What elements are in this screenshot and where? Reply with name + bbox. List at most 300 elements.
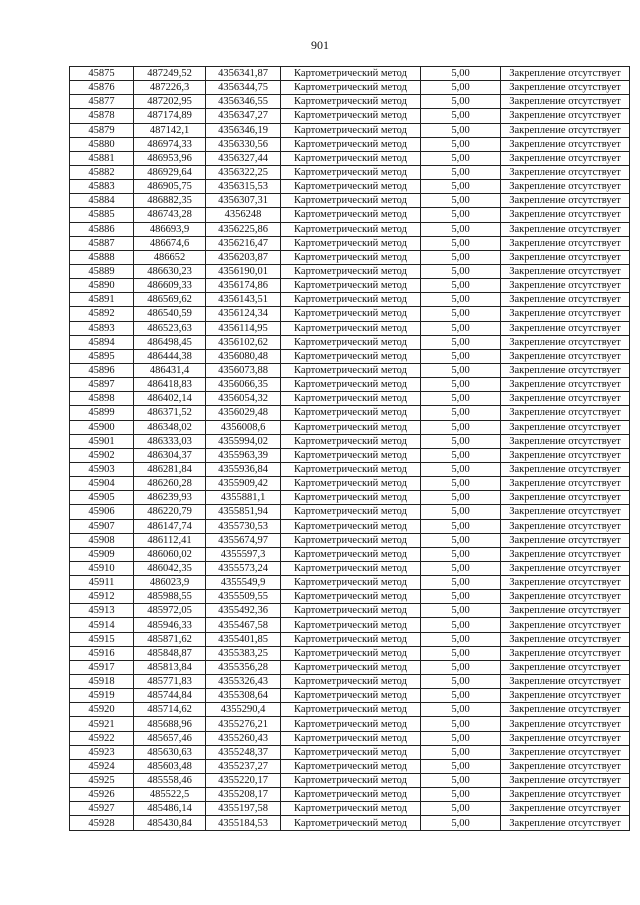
table-row: [70, 561, 630, 575]
table-row: [70, 137, 630, 151]
y-coordinate-cell: 4356248: [206, 208, 281, 222]
accuracy-cell: 5,00: [421, 335, 501, 349]
x-coordinate-cell: 485972,05: [134, 604, 206, 618]
method-cell: Картометрический метод: [281, 590, 421, 604]
table-row: [70, 788, 630, 802]
point-number-cell: 45928: [70, 816, 134, 830]
y-coordinate-cell: 4355248,37: [206, 745, 281, 759]
accuracy-cell: 5,00: [421, 165, 501, 179]
y-coordinate-cell: 4356080,48: [206, 349, 281, 363]
method-cell: Картометрический метод: [281, 264, 421, 278]
table-row: [70, 151, 630, 165]
x-coordinate-cell: 485946,33: [134, 618, 206, 632]
method-cell: Картометрический метод: [281, 561, 421, 575]
x-coordinate-cell: 485744,84: [134, 689, 206, 703]
point-number-cell: 45910: [70, 561, 134, 575]
accuracy-cell: 5,00: [421, 745, 501, 759]
table-row: [70, 632, 630, 646]
fixation-cell: Закрепление отсутствует: [501, 208, 630, 222]
x-coordinate-cell: 486540,59: [134, 307, 206, 321]
method-cell: Картометрический метод: [281, 165, 421, 179]
table-row: [70, 222, 630, 236]
x-coordinate-cell: 486444,38: [134, 349, 206, 363]
table-row: [70, 406, 630, 420]
point-number-cell: 45898: [70, 392, 134, 406]
accuracy-cell: 5,00: [421, 576, 501, 590]
table-row: [70, 816, 630, 830]
fixation-cell: Закрепление отсутствует: [501, 279, 630, 293]
x-coordinate-cell: 487202,95: [134, 95, 206, 109]
table-row: [70, 448, 630, 462]
point-number-cell: 45922: [70, 731, 134, 745]
y-coordinate-cell: 4355881,1: [206, 491, 281, 505]
y-coordinate-cell: 4355308,64: [206, 689, 281, 703]
y-coordinate-cell: 4355260,43: [206, 731, 281, 745]
x-coordinate-cell: 486693,9: [134, 222, 206, 236]
x-coordinate-cell: 486498,45: [134, 335, 206, 349]
method-cell: Картометрический метод: [281, 519, 421, 533]
x-coordinate-cell: 486953,96: [134, 151, 206, 165]
y-coordinate-cell: 4355573,24: [206, 561, 281, 575]
table-row: [70, 335, 630, 349]
point-number-cell: 45890: [70, 279, 134, 293]
method-cell: Картометрический метод: [281, 689, 421, 703]
point-number-cell: 45877: [70, 95, 134, 109]
accuracy-cell: 5,00: [421, 137, 501, 151]
accuracy-cell: 5,00: [421, 180, 501, 194]
method-cell: Картометрический метод: [281, 576, 421, 590]
table-row: [70, 717, 630, 731]
table-row: [70, 618, 630, 632]
table-row: [70, 646, 630, 660]
point-number-cell: 45927: [70, 802, 134, 816]
method-cell: Картометрический метод: [281, 279, 421, 293]
x-coordinate-cell: 485771,83: [134, 675, 206, 689]
x-coordinate-cell: 485603,48: [134, 759, 206, 773]
y-coordinate-cell: 4356225,86: [206, 222, 281, 236]
fixation-cell: Закрепление отсутствует: [501, 816, 630, 830]
point-number-cell: 45882: [70, 165, 134, 179]
accuracy-cell: 5,00: [421, 250, 501, 264]
method-cell: Картометрический метод: [281, 802, 421, 816]
table-row: [70, 802, 630, 816]
x-coordinate-cell: 486042,35: [134, 561, 206, 575]
table-row: [70, 774, 630, 788]
fixation-cell: Закрепление отсутствует: [501, 448, 630, 462]
table-row: [70, 477, 630, 491]
table-row: [70, 420, 630, 434]
accuracy-cell: 5,00: [421, 307, 501, 321]
y-coordinate-cell: 4355184,53: [206, 816, 281, 830]
table-row: [70, 194, 630, 208]
y-coordinate-cell: 4355909,42: [206, 477, 281, 491]
fixation-cell: Закрепление отсутствует: [501, 788, 630, 802]
fixation-cell: Закрепление отсутствует: [501, 632, 630, 646]
y-coordinate-cell: 4355994,02: [206, 434, 281, 448]
accuracy-cell: 5,00: [421, 123, 501, 137]
method-cell: Картометрический метод: [281, 632, 421, 646]
y-coordinate-cell: 4355276,21: [206, 717, 281, 731]
point-number-cell: 45887: [70, 236, 134, 250]
point-number-cell: 45918: [70, 675, 134, 689]
fixation-cell: Закрепление отсутствует: [501, 109, 630, 123]
x-coordinate-cell: 485430,84: [134, 816, 206, 830]
method-cell: Картометрический метод: [281, 505, 421, 519]
fixation-cell: Закрепление отсутствует: [501, 406, 630, 420]
method-cell: Картометрический метод: [281, 363, 421, 377]
fixation-cell: Закрепление отсутствует: [501, 307, 630, 321]
accuracy-cell: 5,00: [421, 759, 501, 773]
accuracy-cell: 5,00: [421, 561, 501, 575]
y-coordinate-cell: 4356143,51: [206, 293, 281, 307]
fixation-cell: Закрепление отсутствует: [501, 519, 630, 533]
accuracy-cell: 5,00: [421, 632, 501, 646]
x-coordinate-cell: 486348,02: [134, 420, 206, 434]
fixation-cell: Закрепление отсутствует: [501, 590, 630, 604]
x-coordinate-cell: 486523,63: [134, 321, 206, 335]
accuracy-cell: 5,00: [421, 774, 501, 788]
method-cell: Картометрический метод: [281, 703, 421, 717]
point-number-cell: 45916: [70, 646, 134, 660]
accuracy-cell: 5,00: [421, 590, 501, 604]
point-number-cell: 45888: [70, 250, 134, 264]
accuracy-cell: 5,00: [421, 505, 501, 519]
table-row: [70, 689, 630, 703]
table-row: [70, 547, 630, 561]
table-row: [70, 123, 630, 137]
y-coordinate-cell: 4356307,31: [206, 194, 281, 208]
point-number-cell: 45906: [70, 505, 134, 519]
fixation-cell: Закрепление отсутствует: [501, 420, 630, 434]
table-row: [70, 321, 630, 335]
point-number-cell: 45919: [70, 689, 134, 703]
y-coordinate-cell: 4356327,44: [206, 151, 281, 165]
accuracy-cell: 5,00: [421, 222, 501, 236]
accuracy-cell: 5,00: [421, 434, 501, 448]
point-number-cell: 45925: [70, 774, 134, 788]
point-number-cell: 45900: [70, 420, 134, 434]
table-row: [70, 67, 630, 81]
point-number-cell: 45894: [70, 335, 134, 349]
accuracy-cell: 5,00: [421, 279, 501, 293]
method-cell: Картометрический метод: [281, 151, 421, 165]
page-number: 901: [311, 38, 329, 52]
fixation-cell: Закрепление отсутствует: [501, 505, 630, 519]
table-body: [70, 67, 630, 831]
fixation-cell: Закрепление отсутствует: [501, 689, 630, 703]
point-number-cell: 45905: [70, 491, 134, 505]
accuracy-cell: 5,00: [421, 109, 501, 123]
point-number-cell: 45883: [70, 180, 134, 194]
method-cell: Картометрический метод: [281, 137, 421, 151]
y-coordinate-cell: 4356102,62: [206, 335, 281, 349]
accuracy-cell: 5,00: [421, 378, 501, 392]
point-number-cell: 45879: [70, 123, 134, 137]
accuracy-cell: 5,00: [421, 420, 501, 434]
point-number-cell: 45895: [70, 349, 134, 363]
y-coordinate-cell: 4356346,55: [206, 95, 281, 109]
fixation-cell: Закрепление отсутствует: [501, 137, 630, 151]
accuracy-cell: 5,00: [421, 95, 501, 109]
accuracy-cell: 5,00: [421, 717, 501, 731]
accuracy-cell: 5,00: [421, 151, 501, 165]
table-row: [70, 279, 630, 293]
fixation-cell: Закрепление отсутствует: [501, 349, 630, 363]
method-cell: Картометрический метод: [281, 250, 421, 264]
accuracy-cell: 5,00: [421, 392, 501, 406]
accuracy-cell: 5,00: [421, 646, 501, 660]
point-number-cell: 45880: [70, 137, 134, 151]
y-coordinate-cell: 4355197,58: [206, 802, 281, 816]
point-number-cell: 45897: [70, 378, 134, 392]
method-cell: Картометрический метод: [281, 816, 421, 830]
table-row: [70, 703, 630, 717]
point-number-cell: 45913: [70, 604, 134, 618]
x-coordinate-cell: 485630,63: [134, 745, 206, 759]
x-coordinate-cell: 486239,93: [134, 491, 206, 505]
y-coordinate-cell: 4356344,75: [206, 81, 281, 95]
table-row: [70, 349, 630, 363]
coordinates-table: [69, 66, 630, 831]
fixation-cell: Закрепление отсутствует: [501, 434, 630, 448]
point-number-cell: 45920: [70, 703, 134, 717]
y-coordinate-cell: 4355356,28: [206, 660, 281, 674]
x-coordinate-cell: 485988,55: [134, 590, 206, 604]
x-coordinate-cell: 485657,46: [134, 731, 206, 745]
x-coordinate-cell: 485813,84: [134, 660, 206, 674]
table-row: [70, 604, 630, 618]
accuracy-cell: 5,00: [421, 547, 501, 561]
point-number-cell: 45908: [70, 533, 134, 547]
table-row: [70, 236, 630, 250]
x-coordinate-cell: 487142,1: [134, 123, 206, 137]
fixation-cell: Закрепление отсутствует: [501, 67, 630, 81]
y-coordinate-cell: 4355674,97: [206, 533, 281, 547]
x-coordinate-cell: 486609,33: [134, 279, 206, 293]
accuracy-cell: 5,00: [421, 660, 501, 674]
accuracy-cell: 5,00: [421, 788, 501, 802]
method-cell: Картометрический метод: [281, 788, 421, 802]
table-row: [70, 307, 630, 321]
y-coordinate-cell: 4356008,6: [206, 420, 281, 434]
point-number-cell: 45904: [70, 477, 134, 491]
method-cell: Картометрический метод: [281, 81, 421, 95]
y-coordinate-cell: 4355290,4: [206, 703, 281, 717]
fixation-cell: Закрепление отсутствует: [501, 491, 630, 505]
x-coordinate-cell: 486652: [134, 250, 206, 264]
fixation-cell: Закрепление отсутствует: [501, 731, 630, 745]
fixation-cell: Закрепление отсутствует: [501, 378, 630, 392]
accuracy-cell: 5,00: [421, 406, 501, 420]
y-coordinate-cell: 4356346,19: [206, 123, 281, 137]
x-coordinate-cell: 486147,74: [134, 519, 206, 533]
table-row: [70, 250, 630, 264]
fixation-cell: Закрепление отсутствует: [501, 717, 630, 731]
point-number-cell: 45881: [70, 151, 134, 165]
point-number-cell: 45912: [70, 590, 134, 604]
fixation-cell: Закрепление отсутствует: [501, 392, 630, 406]
method-cell: Картометрический метод: [281, 717, 421, 731]
fixation-cell: Закрепление отсутствует: [501, 236, 630, 250]
accuracy-cell: 5,00: [421, 448, 501, 462]
table-row: [70, 81, 630, 95]
accuracy-cell: 5,00: [421, 194, 501, 208]
accuracy-cell: 5,00: [421, 604, 501, 618]
method-cell: Картометрический метод: [281, 67, 421, 81]
method-cell: Картометрический метод: [281, 180, 421, 194]
table-row: [70, 576, 630, 590]
y-coordinate-cell: 4355326,43: [206, 675, 281, 689]
y-coordinate-cell: 4356073,88: [206, 363, 281, 377]
fixation-cell: Закрепление отсутствует: [501, 123, 630, 137]
point-number-cell: 45917: [70, 660, 134, 674]
table-row: [70, 759, 630, 773]
fixation-cell: Закрепление отсутствует: [501, 759, 630, 773]
fixation-cell: Закрепление отсутствует: [501, 180, 630, 194]
method-cell: Картометрический метод: [281, 349, 421, 363]
method-cell: Картометрический метод: [281, 378, 421, 392]
method-cell: Картометрический метод: [281, 646, 421, 660]
x-coordinate-cell: 487226,3: [134, 81, 206, 95]
x-coordinate-cell: 486743,28: [134, 208, 206, 222]
fixation-cell: Закрепление отсутствует: [501, 165, 630, 179]
x-coordinate-cell: 486402,14: [134, 392, 206, 406]
y-coordinate-cell: 4355851,94: [206, 505, 281, 519]
fixation-cell: Закрепление отсутствует: [501, 745, 630, 759]
point-number-cell: 45911: [70, 576, 134, 590]
x-coordinate-cell: 486112,41: [134, 533, 206, 547]
method-cell: Картометрический метод: [281, 109, 421, 123]
accuracy-cell: 5,00: [421, 236, 501, 250]
point-number-cell: 45903: [70, 462, 134, 476]
accuracy-cell: 5,00: [421, 477, 501, 491]
y-coordinate-cell: 4356029,48: [206, 406, 281, 420]
fixation-cell: Закрепление отсутствует: [501, 604, 630, 618]
x-coordinate-cell: 486260,28: [134, 477, 206, 491]
fixation-cell: Закрепление отсутствует: [501, 462, 630, 476]
y-coordinate-cell: 4355383,25: [206, 646, 281, 660]
y-coordinate-cell: 4356315,53: [206, 180, 281, 194]
x-coordinate-cell: 486974,33: [134, 137, 206, 151]
method-cell: Картометрический метод: [281, 675, 421, 689]
method-cell: Картометрический метод: [281, 774, 421, 788]
accuracy-cell: 5,00: [421, 363, 501, 377]
table-row: [70, 208, 630, 222]
x-coordinate-cell: 487249,52: [134, 67, 206, 81]
accuracy-cell: 5,00: [421, 816, 501, 830]
fixation-cell: Закрепление отсутствует: [501, 477, 630, 491]
y-coordinate-cell: 4356347,27: [206, 109, 281, 123]
fixation-cell: Закрепление отсутствует: [501, 533, 630, 547]
table-row: [70, 675, 630, 689]
fixation-cell: Закрепление отсутствует: [501, 363, 630, 377]
table-row: [70, 264, 630, 278]
method-cell: Картометрический метод: [281, 406, 421, 420]
method-cell: Картометрический метод: [281, 448, 421, 462]
table-row: [70, 590, 630, 604]
y-coordinate-cell: 4355509,55: [206, 590, 281, 604]
fixation-cell: Закрепление отсутствует: [501, 293, 630, 307]
method-cell: Картометрический метод: [281, 759, 421, 773]
accuracy-cell: 5,00: [421, 802, 501, 816]
y-coordinate-cell: 4356330,56: [206, 137, 281, 151]
table-row: [70, 180, 630, 194]
y-coordinate-cell: 4355237,27: [206, 759, 281, 773]
method-cell: Картометрический метод: [281, 222, 421, 236]
point-number-cell: 45875: [70, 67, 134, 81]
method-cell: Картометрический метод: [281, 335, 421, 349]
x-coordinate-cell: 486431,4: [134, 363, 206, 377]
y-coordinate-cell: 4355467,58: [206, 618, 281, 632]
x-coordinate-cell: 485871,62: [134, 632, 206, 646]
method-cell: Картометрический метод: [281, 293, 421, 307]
fixation-cell: Закрепление отсутствует: [501, 264, 630, 278]
table-row: [70, 95, 630, 109]
point-number-cell: 45892: [70, 307, 134, 321]
x-coordinate-cell: 486929,64: [134, 165, 206, 179]
x-coordinate-cell: 485848,87: [134, 646, 206, 660]
x-coordinate-cell: 485688,96: [134, 717, 206, 731]
table-row: [70, 491, 630, 505]
point-number-cell: 45891: [70, 293, 134, 307]
accuracy-cell: 5,00: [421, 264, 501, 278]
method-cell: Картометрический метод: [281, 731, 421, 745]
fixation-cell: Закрепление отсутствует: [501, 561, 630, 575]
point-number-cell: 45893: [70, 321, 134, 335]
table-row: [70, 660, 630, 674]
y-coordinate-cell: 4355220,17: [206, 774, 281, 788]
fixation-cell: Закрепление отсутствует: [501, 321, 630, 335]
x-coordinate-cell: 485558,46: [134, 774, 206, 788]
method-cell: Картометрический метод: [281, 533, 421, 547]
y-coordinate-cell: 4356066,35: [206, 378, 281, 392]
y-coordinate-cell: 4356341,87: [206, 67, 281, 81]
accuracy-cell: 5,00: [421, 462, 501, 476]
x-coordinate-cell: 486630,23: [134, 264, 206, 278]
point-number-cell: 45876: [70, 81, 134, 95]
y-coordinate-cell: 4355730,53: [206, 519, 281, 533]
x-coordinate-cell: 486882,35: [134, 194, 206, 208]
y-coordinate-cell: 4356054,32: [206, 392, 281, 406]
fixation-cell: Закрепление отсутствует: [501, 802, 630, 816]
point-number-cell: 45902: [70, 448, 134, 462]
table-row: [70, 434, 630, 448]
accuracy-cell: 5,00: [421, 81, 501, 95]
fixation-cell: Закрепление отсутствует: [501, 774, 630, 788]
table-row: [70, 378, 630, 392]
method-cell: Картометрический метод: [281, 604, 421, 618]
y-coordinate-cell: 4355401,85: [206, 632, 281, 646]
method-cell: Картометрический метод: [281, 123, 421, 137]
table-row: [70, 533, 630, 547]
y-coordinate-cell: 4356216,47: [206, 236, 281, 250]
y-coordinate-cell: 4356203,87: [206, 250, 281, 264]
y-coordinate-cell: 4355492,36: [206, 604, 281, 618]
y-coordinate-cell: 4356322,25: [206, 165, 281, 179]
x-coordinate-cell: 486418,83: [134, 378, 206, 392]
point-number-cell: 45907: [70, 519, 134, 533]
accuracy-cell: 5,00: [421, 675, 501, 689]
x-coordinate-cell: 486371,52: [134, 406, 206, 420]
point-number-cell: 45921: [70, 717, 134, 731]
point-number-cell: 45885: [70, 208, 134, 222]
x-coordinate-cell: 486674,6: [134, 236, 206, 250]
accuracy-cell: 5,00: [421, 293, 501, 307]
point-number-cell: 45889: [70, 264, 134, 278]
x-coordinate-cell: 485522,5: [134, 788, 206, 802]
y-coordinate-cell: 4355208,17: [206, 788, 281, 802]
point-number-cell: 45926: [70, 788, 134, 802]
